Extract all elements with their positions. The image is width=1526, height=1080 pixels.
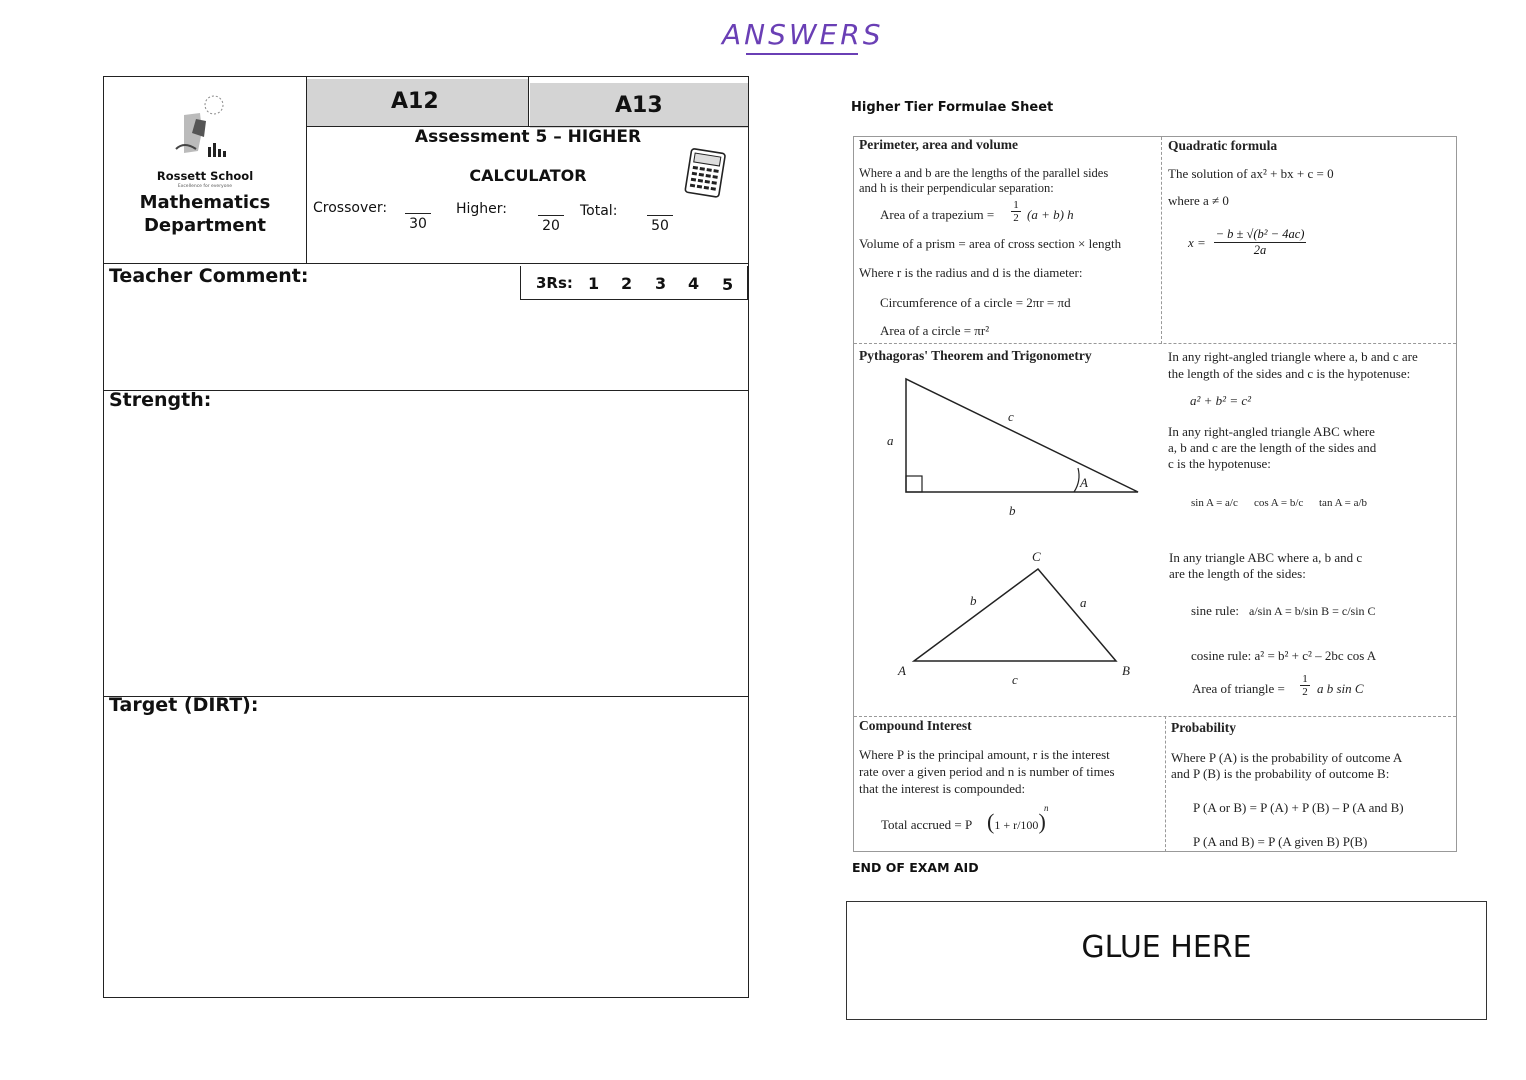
tri2-label-C: C bbox=[1032, 549, 1041, 564]
total-label: Total: bbox=[580, 203, 618, 219]
trapezium-right: (a + b) h bbox=[1027, 207, 1074, 222]
trig-cos: cos A = b/c bbox=[1254, 497, 1304, 509]
cosine-rule: cosine rule: a² = b² + c² – 2bc cos A bbox=[1191, 648, 1377, 663]
probability-desc-2: and P (B) is the probability of outcome B: bbox=[1171, 766, 1390, 781]
department-line-1: Mathematics bbox=[139, 192, 271, 213]
circumference: Circumference of a circle = 2πr = πd bbox=[880, 295, 1071, 310]
a12-label: A12 bbox=[391, 89, 439, 114]
answers-underline bbox=[746, 53, 858, 55]
quadratic-numerator: − b ± √(b² − 4ac) bbox=[1215, 227, 1305, 241]
triangle-area-left: Area of triangle = bbox=[1192, 681, 1285, 696]
trig-tan: tan A = a/b bbox=[1319, 497, 1368, 509]
threers-4[interactable]: 4 bbox=[688, 274, 700, 293]
crossover-total: 30 bbox=[409, 216, 427, 232]
fs-bottom-divider bbox=[1165, 716, 1166, 852]
total-score bbox=[645, 215, 675, 234]
tri2-label-c: c bbox=[1012, 672, 1018, 687]
trig-sin: sin A = a/c bbox=[1191, 497, 1238, 509]
crossover-score bbox=[403, 213, 433, 232]
fs-row2-line bbox=[854, 716, 1456, 717]
right-triangle-diagram bbox=[882, 375, 1144, 515]
trig-desc-3: c is the hypotenuse: bbox=[1168, 456, 1271, 471]
school-name: Rossett School bbox=[156, 169, 254, 183]
tri1-label-b: b bbox=[1009, 503, 1016, 518]
threers-label: 3Rs: bbox=[536, 274, 573, 292]
trapezium-left: Area of a trapezium = bbox=[880, 207, 995, 222]
threers-5[interactable]: 5 bbox=[722, 275, 734, 294]
compound-heading: Compound Interest bbox=[859, 718, 972, 733]
compound-desc-3: that the interest is compounded: bbox=[859, 781, 1026, 796]
any-triangle-desc-1: In any triangle ABC where a, b and c bbox=[1169, 550, 1363, 565]
trapezium-half-num: 1 bbox=[1013, 199, 1019, 211]
quadratic-fraction bbox=[1214, 227, 1306, 258]
quadratic-solution: The solution of ax² + bx + c = 0 bbox=[1168, 166, 1334, 181]
fs-top-divider bbox=[1161, 137, 1162, 344]
header-divider bbox=[528, 77, 529, 127]
target-label: Target (DIRT): bbox=[109, 694, 259, 716]
compound-formula-inner: 1 + r/100 bbox=[994, 818, 1039, 832]
sine-rule: a/sin A = b/sin B = c/sin C bbox=[1249, 604, 1376, 618]
calculator-label: CALCULATOR bbox=[469, 166, 587, 185]
trapezium-half-den: 2 bbox=[1013, 212, 1019, 224]
tri2-label-A: A bbox=[898, 663, 906, 678]
tri2-label-B: B bbox=[1122, 663, 1130, 678]
triangle-area-half bbox=[1300, 673, 1310, 698]
compound-desc-2: rate over a given period and n is number of times bbox=[859, 764, 1115, 779]
teacher-comment-area[interactable] bbox=[104, 291, 518, 389]
school-logo bbox=[170, 91, 240, 161]
trapezium-half bbox=[1011, 199, 1021, 224]
assessment-title: Assessment 5 – HIGHER bbox=[414, 127, 642, 147]
tri2-label-b: b bbox=[970, 593, 977, 608]
answers-title-text: ANSWERS bbox=[722, 18, 884, 51]
formula-sheet-title: Higher Tier Formulae Sheet bbox=[851, 100, 1054, 115]
total-max: 50 bbox=[651, 218, 669, 234]
info-bottom-line bbox=[104, 263, 748, 264]
trig-desc-1: In any right-angled triangle ABC where bbox=[1168, 424, 1375, 439]
higher-score bbox=[536, 215, 566, 234]
higher-total: 20 bbox=[542, 218, 560, 234]
compound-desc-1: Where P is the principal amount, r is the interest bbox=[859, 747, 1110, 762]
probability-heading: Probability bbox=[1171, 720, 1237, 735]
pythagoras-desc-2: the length of the sides and c is the hypotenuse: bbox=[1168, 366, 1411, 381]
strength-label: Strength: bbox=[109, 389, 212, 411]
school-motto: Excellence for everyone bbox=[177, 184, 233, 189]
quadratic-condition: where a ≠ 0 bbox=[1168, 193, 1229, 208]
perimeter-heading: Perimeter, area and volume bbox=[859, 137, 1018, 152]
fs-row1-line bbox=[854, 343, 1456, 344]
triangle-area-right: a b sin C bbox=[1317, 681, 1364, 696]
calculator-icon bbox=[682, 146, 729, 202]
triangle-area-half-den: 2 bbox=[1302, 686, 1308, 698]
tri1-label-c: c bbox=[1008, 409, 1014, 424]
any-triangle-desc-2: are the length of the sides: bbox=[1169, 566, 1306, 581]
sine-rule-label: sine rule: bbox=[1191, 603, 1240, 618]
circle-area: Area of a circle = πr² bbox=[880, 323, 990, 338]
tri1-label-A: A bbox=[1080, 475, 1088, 490]
quadratic-heading: Quadratic formula bbox=[1168, 138, 1278, 153]
probability-and-rule: P (A and B) = P (A given B) P(B) bbox=[1193, 834, 1368, 849]
strength-area[interactable] bbox=[104, 417, 748, 693]
compound-formula-exponent: n bbox=[1044, 803, 1049, 813]
quadratic-x-equals: x = bbox=[1188, 235, 1206, 250]
threers-1[interactable]: 1 bbox=[588, 274, 600, 293]
quadratic-denominator: 2a bbox=[1253, 243, 1267, 257]
glue-here-box bbox=[846, 901, 1487, 1020]
pythagoras-desc-1: In any right-angled triangle where a, b and c are bbox=[1168, 349, 1418, 364]
formula-sheet bbox=[853, 136, 1457, 852]
compound-formula-left: Total accrued = P bbox=[881, 817, 973, 832]
trig-desc-2: a, b and c are the length of the sides and bbox=[1168, 440, 1377, 455]
tri1-label-a: a bbox=[887, 433, 894, 448]
glue-here-label: GLUE HERE bbox=[1081, 930, 1252, 965]
teacher-comment-label: Teacher Comment: bbox=[109, 265, 309, 287]
answers-title bbox=[722, 18, 882, 55]
perimeter-desc-2: and h is their perpendicular separation: bbox=[859, 181, 1054, 195]
radius-desc: Where r is the radius and d is the diameter: bbox=[859, 265, 1083, 280]
pythagoras-heading: Pythagoras' Theorem and Trigonometry bbox=[859, 348, 1092, 363]
threers-2[interactable]: 2 bbox=[621, 274, 633, 293]
triangle-area-half-num: 1 bbox=[1302, 673, 1308, 685]
probability-or-rule: P (A or B) = P (A) + P (B) – P (A and B) bbox=[1193, 800, 1404, 815]
general-triangle-diagram bbox=[910, 565, 1120, 665]
higher-label: Higher: bbox=[456, 201, 508, 217]
compound-formula-body: (1 + r/100) bbox=[987, 809, 1046, 834]
target-area[interactable] bbox=[104, 723, 748, 993]
department-line-2: Department bbox=[143, 215, 267, 236]
pythagoras-formula: a² + b² = c² bbox=[1190, 393, 1252, 408]
end-of-exam-aid: END OF EXAM AID bbox=[852, 860, 979, 875]
logo-divider bbox=[306, 77, 307, 264]
probability-desc-1: Where P (A) is the probability of outcome A bbox=[1171, 750, 1403, 765]
crossover-label: Crossover: bbox=[313, 200, 388, 216]
tri2-label-a: a bbox=[1080, 595, 1087, 610]
a13-label: A13 bbox=[615, 93, 663, 118]
assessment-cover-sheet bbox=[103, 76, 749, 998]
threers-3[interactable]: 3 bbox=[655, 274, 667, 293]
perimeter-desc-1: Where a and b are the lengths of the parallel sides bbox=[859, 166, 1109, 180]
prism-volume: Volume of a prism = area of cross section × length bbox=[859, 236, 1122, 251]
